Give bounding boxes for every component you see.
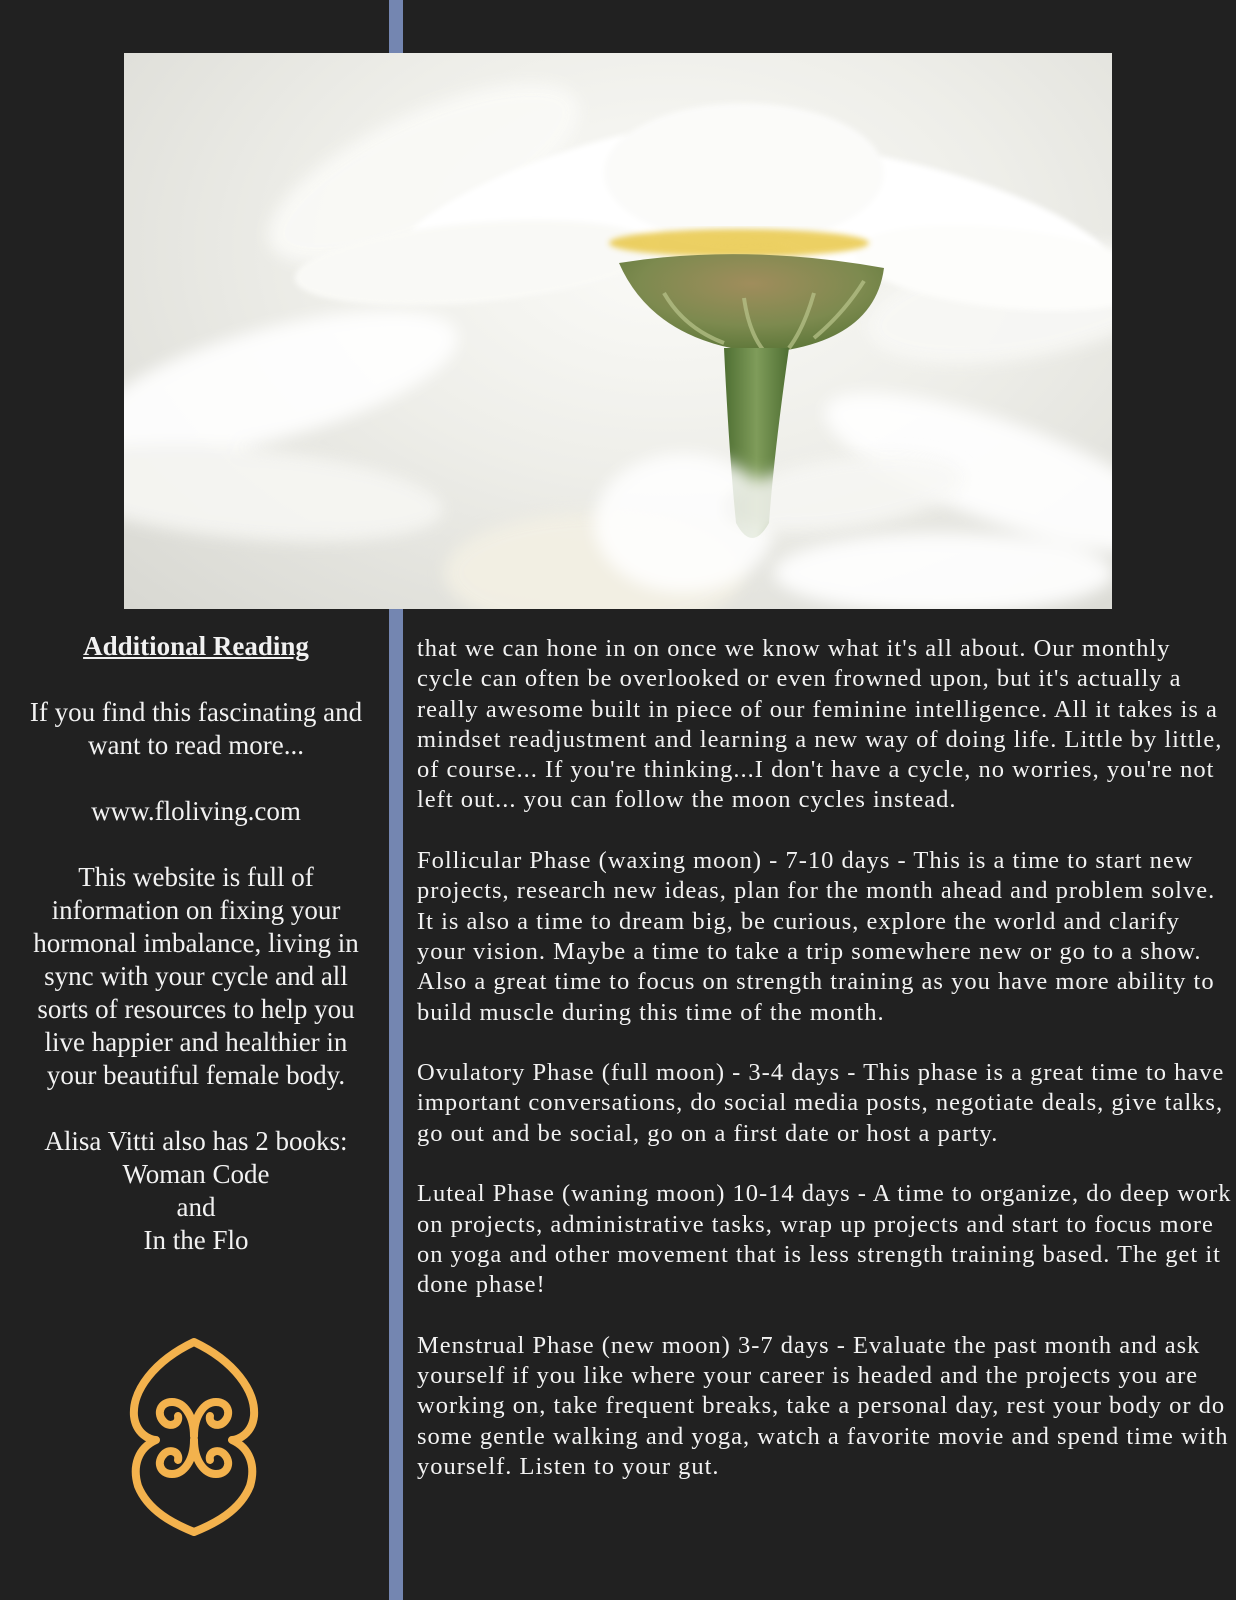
golden-ornament-icon [124,1336,264,1536]
cycle-phases-article [417,634,1232,1513]
additional-reading-sidebar [18,630,374,1257]
books-conjunction: and [176,1192,216,1222]
daisy-photo [124,53,1112,609]
book-title-woman-code: Woman Code [122,1159,270,1189]
website-link[interactable]: www.floliving.com [91,796,301,826]
sidebar-intro: If you find this fascinating and want to read more... [29,697,363,760]
luteal-phase-paragraph: Luteal Phase (waning moon) 10-14 days - A time to organize, do deep work on projects, administrative tasks, wrap up projects and start to focus more on yoga and other movement that is less strength training based. The get it done phase! [417,1180,1232,1299]
ovulatory-phase-paragraph: Ovulatory Phase (full moon) - 3-4 days - This phase is a great time to have important conversations, do social media posts, negotiate deals, give talks, go out and be social, go on a first date or host a party. [417,1059,1225,1147]
follicular-phase-paragraph: Follicular Phase (waxing moon) - 7-10 days - This is a time to start new projects, research new ideas, plan for the month ahead and problem solve. It is also a time to dream big, be curious, explore the world and clarify your vision. Maybe a time to take a trip somewhere new or go to a show. Also a great time to focus on strength training as you have more ability to build muscle during this time of the month. [417,847,1216,1026]
additional-reading-heading: Additional Reading [83,631,309,661]
books-intro: Alisa Vitti also has 2 books: [44,1126,348,1156]
daisy-illustration [124,53,1112,609]
menstrual-phase-paragraph: Menstrual Phase (new moon) 3-7 days - Evaluate the past month and ask yourself if you like where your career is headed and the projects you are working on, take frequent breaks, take a personal day, rest your body or do some gentle walking and yoga, watch a favorite movie and spend time with yourself. Listen to your gut. [417,1331,1229,1481]
book-title-in-the-flo: In the Flo [143,1225,249,1255]
article-intro-paragraph: that we can hone in on once we know what it's all about. Our monthly cycle can often be overlooked or even frowned upon, but it's actually a really awesome built in piece of our feminine intelligence. All it takes is a mindset readjustment and learning a new way of doing life. Little by little, of course... If you're thinking...I don't have a cycle, no worries, you're not left out... you can follow the moon cycles instead. [417,635,1223,814]
website-description: This website is full of information on fixing your hormonal imbalance, living in sync with your cycle and all sorts of resources to help you live happier and healthier in your beautiful female body. [33,862,359,1090]
